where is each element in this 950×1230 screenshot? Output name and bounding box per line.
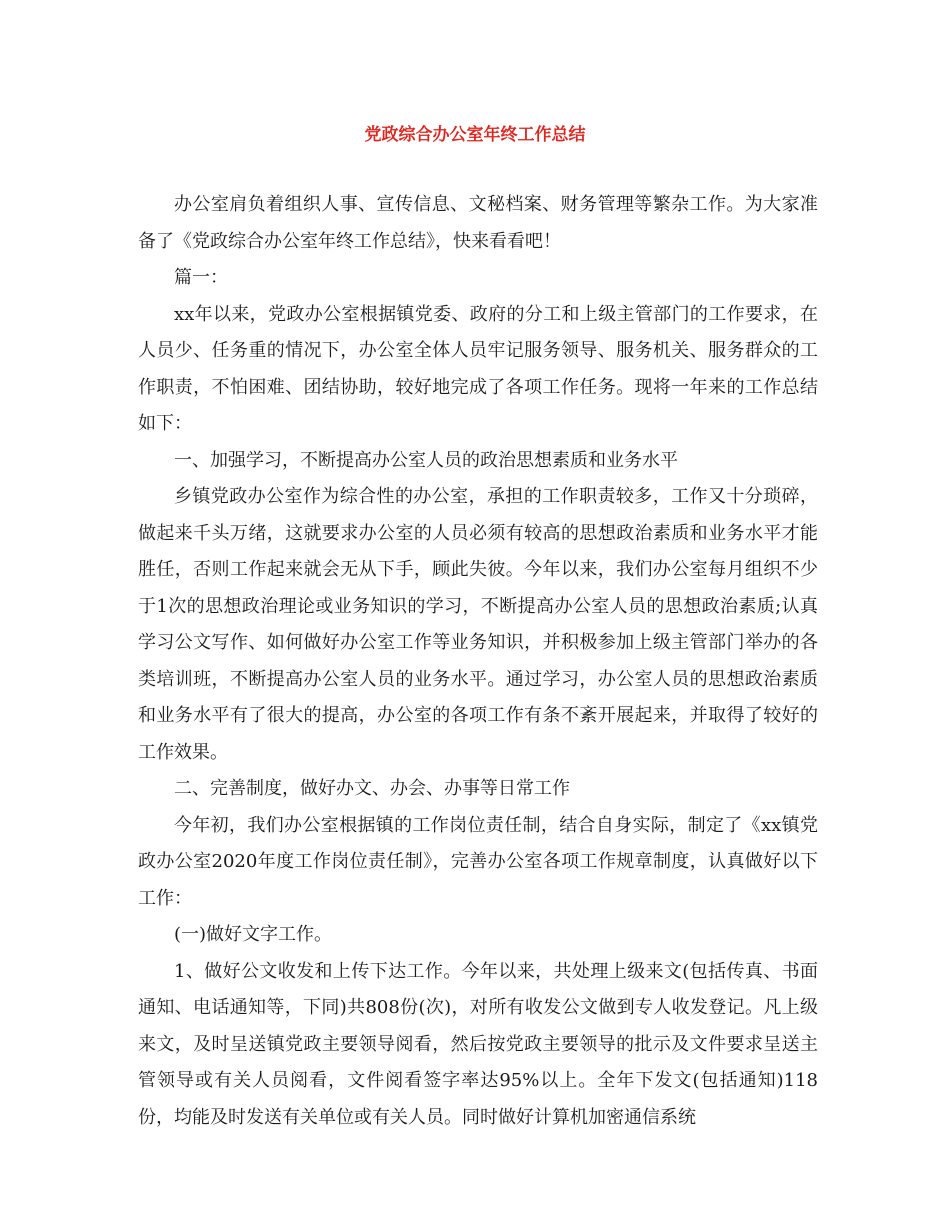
section-heading-2: 二、完善制度，做好办文、办会、办事等日常工作: [174, 778, 570, 799]
paragraph-overview: xx年以来，党政办公室根据镇党委、政府的分工和上级主管部门的工作要求，在人员少、任务重的情况下，办公室全体人员牢记服务领导、服务机关、服务群众的工作职责，不怕困难、团结协助，较好地完成了各项工作任务。现将一年来的工作总结如下：: [138, 303, 818, 434]
document-title: 党政综合办公室年终工作总结: [364, 125, 586, 145]
paragraph-intro: 办公室肩负着组织人事、宣传信息、文秘档案、财务管理等繁杂工作。为大家准备了《党政综合办公室年终工作总结》，快来看看吧！: [138, 194, 818, 252]
section-heading-1: 一、加强学习，不断提高办公室人员的政治思想素质和业务水平: [174, 449, 678, 471]
subsection-heading-1: (一)做好文字工作。: [174, 924, 333, 945]
document-body: [138, 187, 818, 1136]
paragraph-document-handling: 1、做好公文收发和上传下达工作。今年以来，共处理上级来文(包括传真、书面通知、电话通知等，下同)共808份(次)，对所有收发公文做到专人收发登记。凡上级来文，及时呈送镇党政主要领导阅看，然后按党政主要领导的批示及文件要求呈送主管领导或有关人员阅看，文件阅看签字率达95%以上。全年下发文(包括通知)118份，均能及时发送有关单位或有关人员。同时做好计算机加密通信系统: [138, 960, 818, 1128]
paragraph-system: 今年初，我们办公室根据镇的工作岗位责任制，结合自身实际，制定了《xx镇党政办公室2020年度工作岗位责任制》，完善办公室各项工作规章制度，认真做好以下工作：: [138, 814, 818, 909]
paragraph-part-one-label: 篇一：: [174, 267, 228, 288]
paragraph-study: 乡镇党政办公室作为综合性的办公室，承担的工作职责较多，工作又十分琐碎，做起来千头万绪，这就要求办公室的人员必须有较高的思想政治素质和业务水平才能胜任，否则工作起来就会无从下手，顾此失彼。今年以来，我们办公室每月组织不少于1次的思想政治理论或业务知识的学习，不断提高办公室人员的思想政治素质;认真学习公文写作、如何做好办公室工作等业务知识，并积极参加上级主管部门举办的各类培训班，不断提高办公室人员的业务水平。通过学习，办公室人员的思想政治素质和业务水平有了很大的提高，办公室的各项工作有条不紊开展起来，并取得了较好的工作效果。: [138, 486, 818, 763]
